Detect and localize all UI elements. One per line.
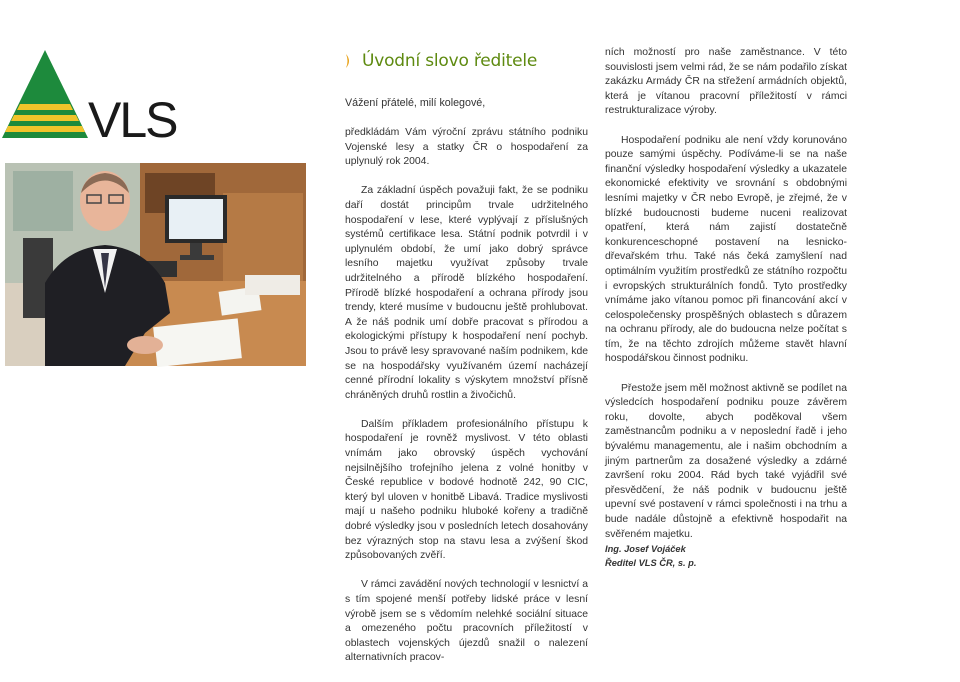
director-photo (5, 163, 306, 366)
paragraph: předkládám Vám výroční zprávu státního podniku Vojenské lesy a statky ČR o hospodaření za uplynulý rok 2004. (345, 127, 588, 168)
text-column-right (605, 46, 847, 570)
paragraph: Přestože jsem měl možnost aktivně se podílet na výsledcích hospodaření podniku pouze závěrem roku, dovolte, abych poděkoval všem zaměstnancům podniku a v neposlední řadě i jeho bývalému managementu, ale i našim obchodním a jiným partnerům za dosažené výsledky a zdárné završení roku 2004. Rád bych také vyjádřil své přesvědčení, že náš podnik v budoucnu ještě upevní své postavení v rámci společnosti i na trhu a bude nadále důstojně a efektivně hospodařit na svěřeném majetku. (605, 382, 847, 540)
greeting: Vážení přátelé, milí kolegové, (345, 97, 486, 109)
paragraph: ních možností pro naše zaměstnance. V této souvislosti jsem velmi rád, že se nám podařilo získat zakázku Armády ČR na střežení armádních objektů, která je vítanou pracovní příležitostí v rámci restrukturalizace výroby. (605, 47, 847, 117)
paragraph: Za základní úspěch považuji fakt, že se podniku daří dostát principům trvale udržitelného hospodaření v lese, které vyplývají z příslušných systémů certifikace lesa. Státní podnik potvrdil i v uplynulém období, že umí jako dobrý správce lesního majetku využívat způsoby trvale udržitelného a přírodě blízkého hospodaření. Přírodě blízké hospodaření a ochrana přírody jsou trendy, které musíme v budoucnu ještě prohlubovat. A že náš podnik umí dobře pracovat s přírodou a ekologickými přístupy k hospodaření není pochyb. Jsou to právě lesy spravované naším podnikem, kde se na hospodářsky využívaném území nacházejí cenné přírodní lokality s výskytem množství přísně chráněných druhů rostlin a živočichů. (345, 185, 588, 401)
signature-role: Ředitel VLS ČR, s. p. (605, 558, 697, 569)
paragraph: Hospodaření podniku ale není vždy korunováno pouze samými úspěchy. Podíváme-li se na naše finanční výsledky hospodaření výsledky a ukazatele ekonomické efektivity ve srovnání s obdobnými lesními majetky v ČR nebo Evropě, je zřejmé, že v blízké budoucnosti budeme nuceni realizovat opatření, která nám zajistí dostatečně konkurenceschopné postavení na lesnicko-dřevařském trhu. Také nás čeká zamyšlení nad optimálním využitím prostředků ze státního rozpočtu i evropských strukturálních fondů. Tyto prostředky vnímáme jako vítanou pomoc při financování akcí v celospolečensky prospěšných oblastech s důrazem na ochranu přírody, ale do budoucna nelze počítat s tím, že na těchto zdrojích můžeme stavět hlavní hospodářskou činnost podniku. (605, 134, 847, 365)
paragraph: Dalším příkladem profesionálního přístupu k hospodaření je rovněž myslivost. V této oblasti vnímám jako obrovský úspěch vychování nejsilnějšího trofejního jelena z volné honitby v České republice v bodové hodnotě 242, 90 CIC, který byl uloven v honitbě Libavá. Tradice myslivosti mají u našeho podniku hluboké kořeny a tradičně dobré výsledky jsou v posledních letech dosahovány bez výrazných stop na stavu lesa a zvýšení škod způsobovaných zvěří. (345, 418, 588, 562)
text-column-middle (345, 126, 588, 666)
section-heading (345, 51, 585, 71)
logo-text: VLS (88, 92, 177, 148)
signature-name: Ing. Josef Vojáček (605, 544, 686, 555)
vls-logo-mark (0, 46, 177, 148)
vls-logo (0, 46, 177, 148)
paragraph: V rámci zavádění nových technologií v lesnictví a s tím spojené menší potřeby lidské práce v lesní výrobě jsem se s vědomím nelehké sociální situace a omezeného počtu pracovních příležitostí v oblastech vojenských újezdů snažil o nalezení alternativních pracov- (345, 579, 588, 664)
page-title: Úvodní slovo ředitele (362, 51, 538, 71)
heading-marker-icon (345, 53, 353, 69)
